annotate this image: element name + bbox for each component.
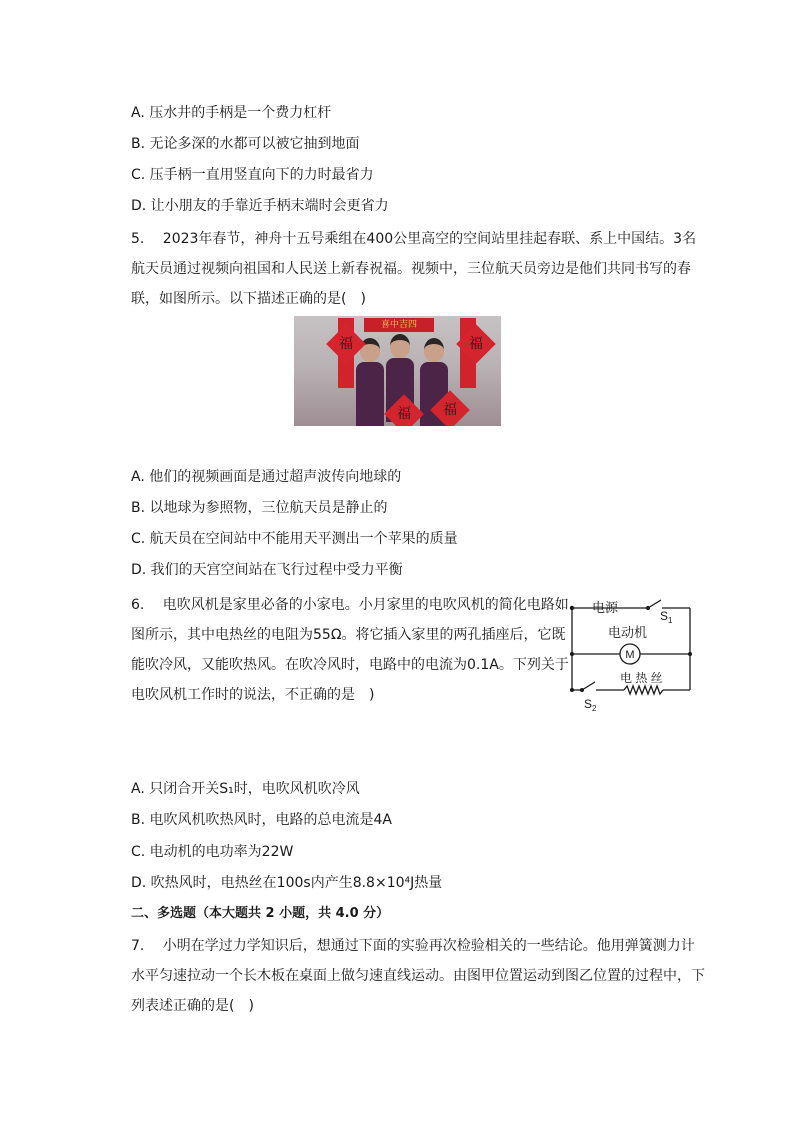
q6-option-d: D. 吹热风时，电热丝在100s内产生8.8×10⁴J热量 bbox=[131, 875, 443, 891]
q6-option-a: A. 只闭合开关S₁时，电吹风机吹冷风 bbox=[131, 781, 360, 797]
q7-stem: 7. 小明在学过力学知识后，想通过下面的实验再次检验相关的一些结论。他用弹簧测力计水平匀速拉动一个长木板在桌面上做匀速直线运动。由图甲位置运动到图乙位置的过程中，下列表述正确的是( ) bbox=[131, 938, 705, 1014]
q5-stem: 5. 2023年春节，神舟十五号乘组在400公里高空的空间站里挂起春联、系上中国结。3名航天员通过视频向祖国和人民送上新春祝福。视频中，三位航天员旁边是他们共同书写的春联，如图所示。以下描述正确的是( ) bbox=[131, 231, 697, 307]
q4-option-d: D. 让小朋友的手靠近手柄末端时会更省力 bbox=[131, 198, 389, 214]
circuit-s2-label: $S_2$ bbox=[584, 697, 597, 713]
motor-symbol: M bbox=[625, 649, 635, 661]
q5-option-c: C. 航天员在空间站中不能用天平测出一个苹果的质量 bbox=[131, 531, 458, 547]
circuit-motor-label: 电动机 bbox=[608, 625, 648, 640]
q6-option-b: B. 电吹风机吹热风时，电路的总电流是4A bbox=[131, 812, 392, 828]
fu-sign-3: 福 bbox=[430, 390, 470, 426]
circuit-heater-label: 电 热 丝 bbox=[620, 671, 663, 685]
fu-sign-1: 福 bbox=[326, 324, 366, 364]
q5-photo-astronauts bbox=[294, 316, 501, 426]
circuit-s1-label: $S_1$ bbox=[660, 609, 673, 625]
q6-circuit-diagram bbox=[568, 596, 698, 716]
astronaut-left bbox=[356, 338, 384, 426]
q5-option-d: D. 我们的天宫空间站在飞行过程中受力平衡 bbox=[131, 562, 403, 578]
q5-option-a: A. 他们的视频画面是通过超声波传向地球的 bbox=[131, 469, 402, 485]
q4-option-b: B. 无论多深的水都可以被它抽到地面 bbox=[131, 136, 360, 152]
q5-option-b: B. 以地球为参照物，三位航天员是静止的 bbox=[131, 500, 388, 516]
circuit-source-label: 电源 bbox=[592, 600, 619, 615]
q4-option-c: C. 压手柄一直用竖直向下的力时最省力 bbox=[131, 167, 374, 183]
fu-sign-4: 福 bbox=[456, 324, 496, 364]
q4-option-a: A. 压水井的手柄是一个费力杠杆 bbox=[131, 105, 332, 121]
section-multiple-choice-heading: 二、多选题（本大题共 2 小题，共 4.0 分） bbox=[131, 906, 390, 921]
q6-option-c: C. 电动机的电功率为22W bbox=[131, 844, 294, 860]
fu-sign-2: 福 bbox=[384, 394, 424, 426]
photo-banner: 喜中吉四 bbox=[364, 318, 434, 332]
q6-stem: 6. 电吹风机是家里必备的小家电。小月家里的电吹风机的简化电路如图所示，其中电热丝的电阻为55Ω。将它插入家里的两孔插座后，它既能吹冷风，又能吹热风。在吹冷风时，电路中的电流为0.1A。下列关于电吹风机工作时的说法，不正确的是 ) bbox=[131, 597, 569, 703]
